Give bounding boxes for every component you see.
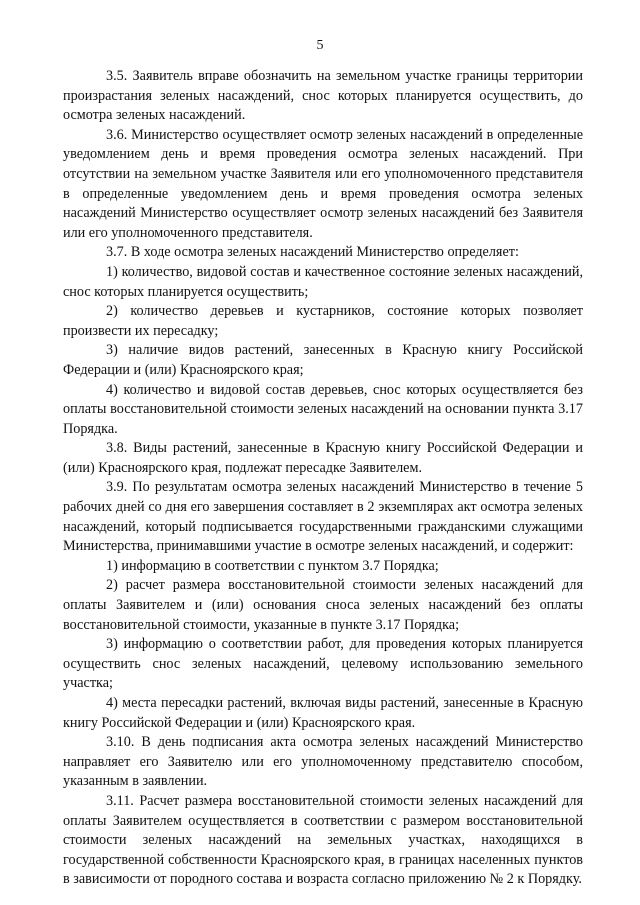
paragraph-3-10: 3.10. В день подписания акта осмотра зеленых насаждений Министерство направляет его Заявителю или его уполномоченному представителю способом, указанным в заявлении.	[63, 734, 583, 790]
paragraph-3-9-item-4: 4) места пересадки растений, включая виды растений, занесенные в Красную книгу Российской Федерации и (или) Красноярского края.	[63, 695, 583, 731]
paragraph-3-11: 3.11. Расчет размера восстановительной стоимости зеленых насаждений для оплаты Заявителем осуществляется в соответствии с размером восстановительной стоимости зеленых насаждений на земельных участках, находящихся в государственной собственности Красноярского края, в границах населенных пунктов в зависимости от породного состава и возраста согласно приложению № 2 к Порядку.	[63, 792, 583, 888]
paragraph-3-9-item-3: 3) информацию о соответствии работ, для проведения которых планируется осуществить снос зеленых насаждений, целевому использованию земельного участка;	[63, 636, 583, 692]
document-body	[63, 67, 583, 890]
paragraph-3-5: 3.5. Заявитель вправе обозначить на земельном участке границы территории произрастания зеленых насаждений, снос которых планируется осуществить, до осмотра зеленых насаждений.	[63, 68, 583, 124]
paragraph-3-7-item-3: 3) наличие видов растений, занесенных в Красную книгу Российской Федерации и (или) Красноярского края;	[63, 342, 583, 378]
paragraph-3-6: 3.6. Министерство осуществляет осмотр зеленых насаждений в определенные уведомлением день и время проведения осмотра зеленых насаждений. При отсутствии на земельном участке Заявителя или его уполномоченного представителя в определенные уведомлением день и время проведения осмотра зеленых насаждений Министерство осуществляет осмотр зеленых насаждений без Заявителя или его уполномоченного представителя.	[63, 126, 583, 241]
paragraph-3-7: 3.7. В ходе осмотра зеленых насаждений Министерство определяет:	[106, 244, 519, 261]
paragraph-3-7-item-2: 2) количество деревьев и кустарников, состояние которых позволяет произвести их пересадку;	[63, 303, 583, 339]
page-number: 5	[316, 38, 324, 53]
paragraph-3-9-item-2: 2) расчет размера восстановительной стоимости зеленых насаждений для оплаты Заявителем и (или) основания сноса зеленых насаждений без оплаты восстановительной стоимости, указанные в пункте 3.17 Порядка;	[63, 577, 583, 633]
paragraph-3-7-item-1: 1) количество, видовой состав и качественное состояние зеленых насаждений, снос которых планируется осуществить;	[63, 263, 583, 300]
paragraph-3-9-item-1: 1) информацию в соответствии с пунктом 3.7 Порядка;	[106, 557, 439, 574]
paragraph-3-7-item-4: 4) количество и видовой состав деревьев, снос которых осуществляется без оплаты восстановительной стоимости зеленых насаждений на основании пункта 3.17 Порядка.	[63, 381, 583, 437]
paragraph-3-8: 3.8. Виды растений, занесенные в Красную книгу Российской Федерации и (или) Красноярского края, подлежат пересадке Заявителем.	[63, 440, 583, 476]
paragraph-3-9: 3.9. По результатам осмотра зеленых насаждений Министерство в течение 5 рабочих дней со дня его завершения составляет в 2 экземплярах акт осмотра зеленых насаждений, который подписывается государственными гражданскими служащими Министерства, принимавшими участие в осмотре зеленых насаждений, и содержит:	[63, 479, 583, 555]
